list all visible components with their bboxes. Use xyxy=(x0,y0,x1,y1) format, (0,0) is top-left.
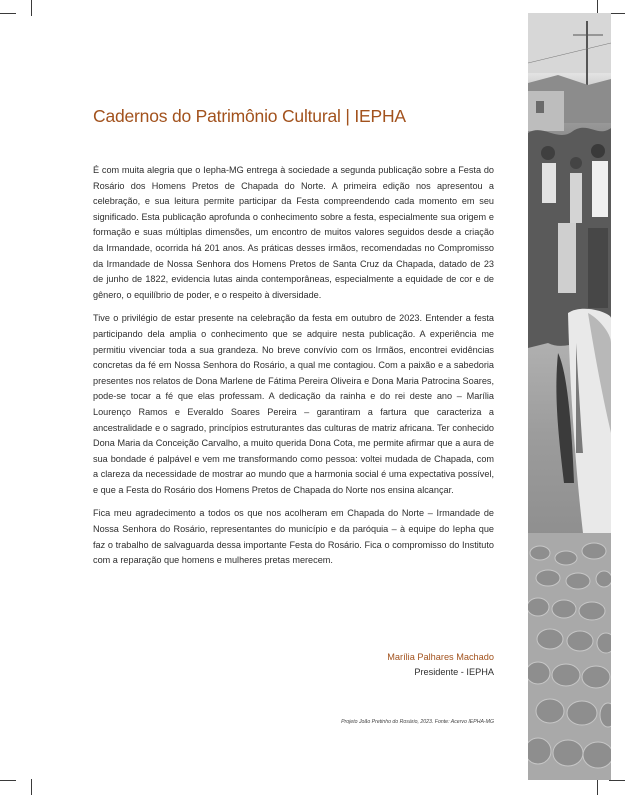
paragraph: É com muita alegria que o Iepha-MG entrega à sociedade a segunda publicação sobre a Festa do Rosário dos Homens Pretos de Chapada do Norte. A primeira edição nos apresentou a celebração, e sua leitura permite participar da Festa compreendendo cada momento em seu significado. Esta publicação aprofunda o conhecimento sobre a festa, especialmente sua origem e formação e suas múltiplas dimensões, um encontro de muitos valores seguidos desde a criação da Irmandade, ocorrida há 201 anos. As práticas desses irmãos, recomendadas no Compromisso da Irmandade de Nossa Senhora dos Homens Pretos de Santa Cruz da Chapada, datado de 23 de junho de 1822, evidencia lutas ainda contemporâneas, especialmente a equidade de cor e de gênero, o equilíbrio de poder, e o respeito à diversidade. xyxy=(93,165,494,300)
body-text xyxy=(93,163,494,577)
page-title: Cadernos do Patrimônio Cultural | IEPHA xyxy=(93,106,406,126)
festival-photo xyxy=(528,13,611,780)
signature-block xyxy=(387,650,494,680)
paragraph: Tive o privilégio de estar presente na celebração da festa em outubro de 2023. Entender a festa participando dela amplia o conhecimento que se adquire nesta publicação. A experiência me permitiu vivenciar toda a sua grandeza. No breve convívio com os Irmãos, encontrei evidências concretas da fé em Nossa Senhora do Rosário, a qual me contagiou. Com a paixão e a sabedoria presentes nos relatos de Dona Marlene de Fátima Pereira Oliveira e Dona Maria Patrocina Soares, pode-se tocar a fé que elas professam. A dedicação da rainha e do rei deste ano – Marília Lourenço Ramos e Everaldo Soares Pereira – garantiram a fartura que caracteriza a ancestralidade e o sagrado, princípios estruturantes das culturas de matriz africana. Ter conhecido Dona Maria da Conceição Carvalho, a muito querida Dona Cota, me permite afirmar que a aura de sua bondade é palpável e vem me transformando como pessoa: voltei mudada de Chapada, com a clareza da necessidade de mostrar ao mundo que a harmonia social é uma expectativa possível, e que a Festa do Rosário dos Homens Pretos de Chapada do Norte nos ensina alcançar. xyxy=(93,313,494,495)
crop-mark xyxy=(609,13,625,14)
signature-name: Marília Palhares Machado xyxy=(387,652,494,662)
signature-role: Presidente - IEPHA xyxy=(414,667,494,677)
crop-mark xyxy=(0,780,16,781)
photo-caption: Projeto João Pretinho do Rosário, 2023. Fonte: Acervo IEPHA-MG xyxy=(341,719,494,725)
crop-mark xyxy=(597,779,598,795)
crop-mark xyxy=(31,779,32,795)
crop-mark xyxy=(31,0,32,16)
paragraph: Fica meu agradecimento a todos os que nos acolheram em Chapada do Norte – Irmandade de Nossa Senhora do Rosário, representantes do município e da paróquia – à equipe do Iepha que faz o trabalho de salvaguarda dessa importante Festa do Rosário. Fica o compromisso do Instituto com a reparação que homens e mulheres pretas merecem. xyxy=(93,508,494,566)
crop-mark xyxy=(609,780,625,781)
crop-mark xyxy=(0,13,16,14)
festival-photo-illustration xyxy=(528,13,611,780)
